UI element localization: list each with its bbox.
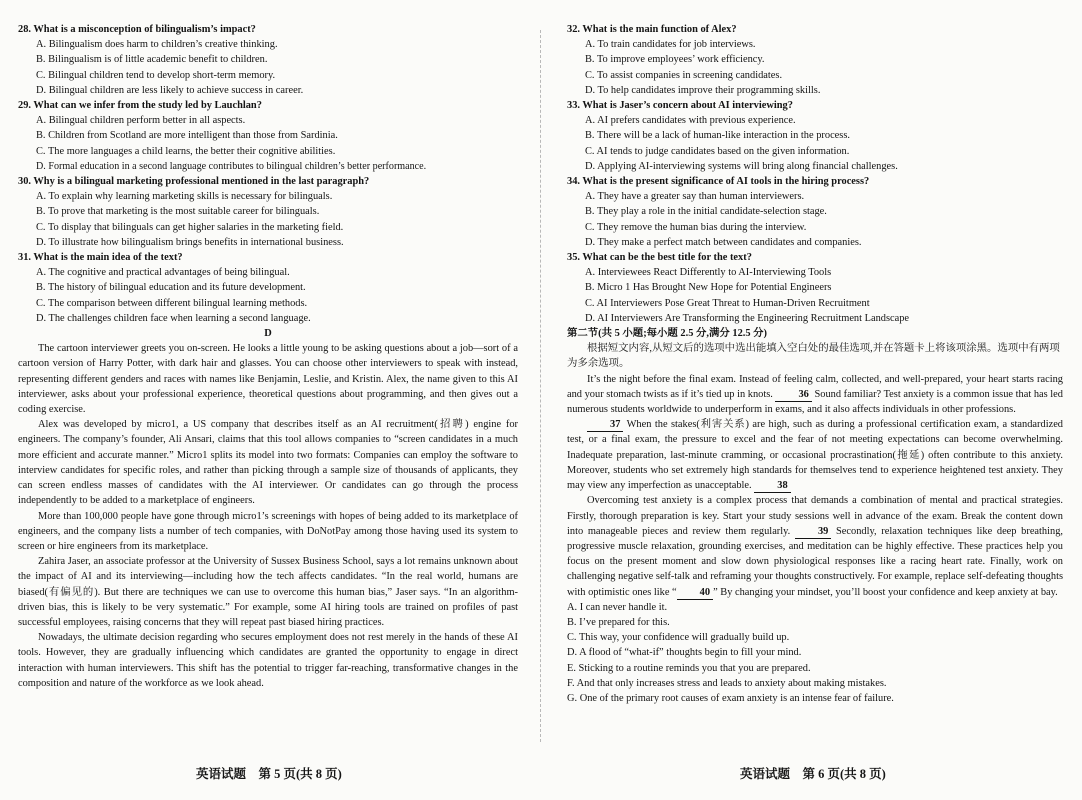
text-span: It’s the night before the final exam. Instead of feeling calm, collected, and well-prepared, your heart starts racing and your stomach twists as if it’s tied up in knots.: [567, 373, 1063, 400]
option: A. Interviewees React Differently to AI-Interviewing Tools: [585, 267, 832, 279]
option: B. They play a role in the initial candidate-selection stage.: [585, 206, 827, 218]
blank-37: 37: [587, 419, 623, 432]
text-span: Overcoming test anxiety is a complex process that demands a combination of mental and practical strategies. Firstly, thorough preparation is key. Start your study sessions well in advance of the exam. Break the content down into manageable pieces and review them regularly.: [567, 495, 1063, 537]
question-stem: 28. What is a misconception of bilingualism’s impact?: [18, 24, 256, 35]
page-footer-left: 英语试题 第 5 页(共 8 页): [196, 767, 342, 781]
passage-paragraph: The cartoon interviewer greets you on-screen. He looks a little young to be asking questions about a job—sort of a cartoon version of Harry Potter, with dark hair and glasses. You can choose other interviewers to speak with instead, representing different genders and races with names like Benjamin, Leslie, and Kristin. Alex, the name given to this AI interviewer, asks about your professional experience, theoretical questions about programming, and then gives out a coding exercise.: [18, 343, 518, 416]
option: C. To display that bilinguals can get higher salaries in the marketing field.: [36, 221, 344, 233]
blank-38: 38: [754, 480, 790, 493]
question-28: [18, 22, 518, 98]
option: B. Children from Scotland are more intelligent than those from Sardinia.: [36, 130, 338, 142]
option: A. AI prefers candidates with previous experience.: [585, 115, 796, 127]
passage-paragraph: Nowadays, the ultimate decision regarding who secures employment does not rest merely in the hands of these AI tools. However, they are gradually influencing which candidates are granted the opportunity to engage in direct interaction with human interviewers. This shift has the potential to trigger far-reaching, transformative changes in the composition and nature of the workforce as we look ahead.: [18, 632, 518, 689]
answer-choices: [567, 600, 1063, 706]
section-title: 第二节(共 5 小题;每小题 2.5 分,满分 12.5 分): [567, 328, 768, 340]
question-30: [18, 174, 518, 250]
question-stem: 35. What can be the best title for the text?: [567, 252, 752, 264]
question-35: [567, 250, 1063, 326]
blank-39: 39: [795, 526, 831, 539]
option: D. Formal education in a second language contributes to bilingual children’s better performance.: [36, 160, 427, 172]
option: A. They have a greater say than human interviewers.: [585, 191, 805, 203]
option: B. There will be a lack of human-like interaction in the process.: [585, 130, 850, 142]
choice-item: D. A flood of “what-if” thoughts begin to fill your mind.: [567, 647, 802, 659]
option: C. Bilingual children tend to develop short-term memory.: [36, 69, 276, 81]
option: D. To help candidates improve their programming skills.: [585, 84, 821, 96]
text-span: Secondly, relaxation techniques like deep breathing, progressive muscle relaxation, grounding exercises, and meditation can be highly effective. These practices help you focus on the present moment and slow down physiological responses like a racing heart rate. Finally, work on challenging negative self-talk and reframing your thoughts constructively. For example, replace self-defeating thoughts with optimistic ones like “: [567, 525, 1063, 598]
option: D. Applying AI-interviewing systems will bring along financial challenges.: [585, 160, 898, 172]
choice-item: E. Sticking to a routine reminds you that you are prepared.: [567, 662, 811, 674]
option: D. Bilingual children are less likely to achieve success in career.: [36, 84, 304, 96]
option: C. They remove the human bias during the interview.: [585, 221, 807, 233]
option: B. Micro 1 Has Brought New Hope for Potential Engineers: [585, 282, 832, 294]
choice-item: F. And that only increases stress and leads to anxiety about making mistakes.: [567, 677, 887, 689]
question-33: [567, 98, 1063, 174]
passage-paragraph: Zahira Jaser, an associate professor at the University of Sussex Business School, says a lot remains unknown about the impact of AI and its interviewing—including how the tech affects candidates. “In the real world, humans are biased(有偏见的). But there are techniques we can use to overcome this human bias,” Jaser says. “In an algorithm-driven bias, this is likely to be very systematic.” For example, some AI hiring tools are trained on profiles of past successful employees, raising concerns that they will repeat past biased hiring practices.: [18, 556, 518, 628]
choice-item: A. I can never handle it.: [567, 601, 668, 613]
option: A. To train candidates for job interviews.: [585, 39, 756, 51]
option: C. To assist companies in screening candidates.: [585, 69, 783, 81]
question-34: [567, 174, 1063, 250]
blank-36: 36: [775, 389, 811, 402]
page-divider: [540, 30, 542, 742]
right-page: [567, 22, 1063, 706]
text-span: ” By changing your mindset, you’ll boost your confidence and keep anxiety at bay.: [713, 586, 1058, 598]
passage-paragraph: More than 100,000 people have gone through micro1’s screenings with hopes of being added to its marketplace of engineers, and the company lists a number of tech companies, with DoNotPay among those having used its system to screen or hire engineers from its marketplace.: [18, 510, 518, 552]
question-stem: 30. Why is a bilingual marketing professional mentioned in the last paragraph?: [18, 176, 370, 188]
option: C. The comparison between different bilingual learning methods.: [36, 297, 308, 309]
option: B. The history of bilingual education and its future development.: [36, 282, 306, 294]
option: D. AI Interviewers Are Transforming the Engineering Recruitment Landscape: [585, 312, 910, 324]
passage-paragraph: Alex was developed by micro1, a US company that describes itself as an AI recruitment(招聘) engine for engineers. The company’s founder, Ali Ansari, claims that this tool allows companies to “screen candidates in a much more efficient and accurate manner.” Micro1 splits its model into two formats: Companies can employ the software to interview candidates for specific roles, and rather than picking through a sample size of thousands of applicants, they can screen endless masses of candidates with the AI interviewer. Or candidates can go through the process independently to be added to a marketplace of engineers.: [18, 419, 518, 507]
page-footer-right: 英语试题 第 6 页(共 8 页): [740, 767, 886, 781]
option: A. The cognitive and practical advantages of being bilingual.: [36, 267, 290, 279]
question-29: [18, 98, 518, 174]
choice-item: B. I’ve prepared for this.: [567, 616, 670, 628]
choice-item: G. One of the primary root causes of exam anxiety is an intense fear of failure.: [567, 692, 894, 704]
question-31: [18, 250, 518, 326]
option: A. To explain why learning marketing skills is necessary for bilinguals.: [36, 191, 333, 203]
option: D. To illustrate how bilingualism brings benefits in international business.: [36, 236, 344, 248]
question-32: [567, 22, 1063, 98]
blank-40: 40: [677, 587, 713, 600]
question-stem: 32. What is the main function of Alex?: [567, 24, 737, 35]
section-instructions: 根据短文内容,从短文后的选项中选出能填入空白处的最佳选项,并在答题卡上将该项涂黑。选项中有两项为多余选项。: [567, 343, 1060, 370]
passage-label: D: [264, 328, 272, 340]
passage-paragraph: [567, 417, 1063, 493]
question-stem: 34. What is the present significance of AI tools in the hiring process?: [567, 176, 870, 188]
option: A. Bilingual children perform better in all aspects.: [36, 115, 246, 127]
question-stem: 31. What is the main idea of the text?: [18, 252, 183, 264]
passage-paragraph: [567, 372, 1063, 418]
passage-paragraph: [567, 493, 1063, 599]
left-page: [18, 22, 518, 691]
option: D. They make a perfect match between candidates and companies.: [585, 236, 862, 248]
option: C. The more languages a child learns, the better their cognitive abilities.: [36, 145, 336, 157]
option: C. AI tends to judge candidates based on the given information.: [585, 145, 850, 157]
option: B. To prove that marketing is the most suitable career for bilinguals.: [36, 206, 320, 218]
text-span: When the stakes(利害关系) are high, such as during a professional certification exam, a standardized test, or a final exam, the pressure to excel and the fear of not meeting expectations can become overwhelming. Inadequate preparation, last-minute cramming, or occasional procrastination(拖延) often contribute to this anxiety. Moreover, students who set extremely high standards for themselves tend to experience heightened test anxiety. They may view any imperfection as unacceptable.: [567, 419, 1063, 492]
option: B. To improve employees’ work efficiency.: [585, 54, 765, 66]
text-span: Sound familiar? Test anxiety is a common issue that has led numerous students worldwide to underperform in exams, and it also affects individuals in other professions.: [567, 388, 1063, 416]
question-stem: 29. What can we infer from the study led by Lauchlan?: [18, 100, 262, 112]
option: C. AI Interviewers Pose Great Threat to Human-Driven Recruitment: [585, 297, 870, 309]
question-stem: 33. What is Jaser’s concern about AI interviewing?: [567, 100, 793, 112]
option: D. The challenges children face when learning a second language.: [36, 312, 311, 324]
option: A. Bilingualism does harm to children’s creative thinking.: [36, 39, 278, 51]
option: B. Bilingualism is of little academic benefit to children.: [36, 54, 268, 66]
choice-item: C. This way, your confidence will gradually build up.: [567, 632, 790, 644]
